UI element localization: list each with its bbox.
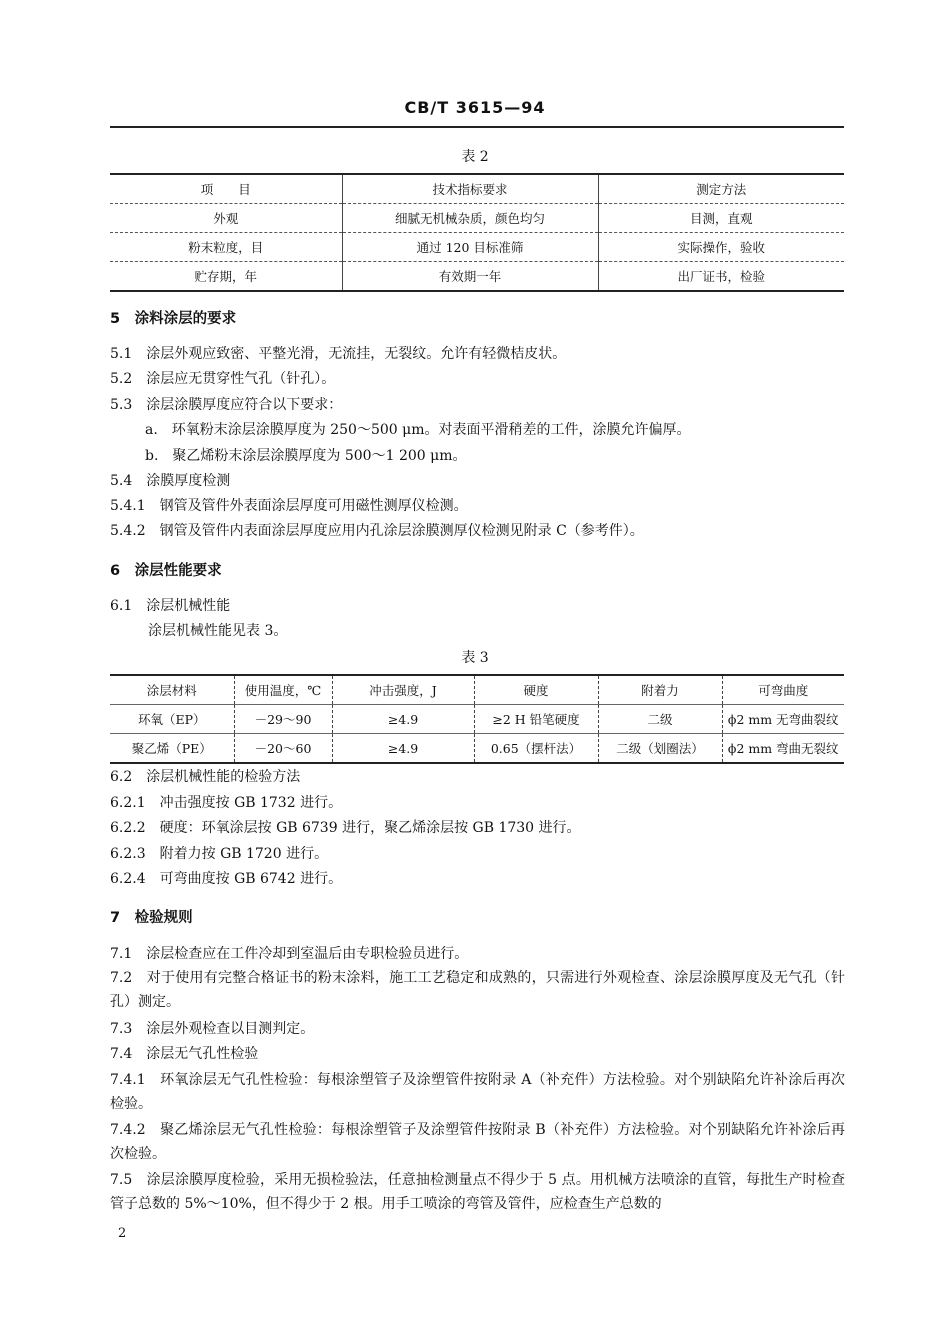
table-cell: ≥4.9 (332, 705, 474, 734)
table-row (110, 262, 844, 292)
table-cell: 聚乙烯（PE） (131, 741, 212, 756)
table-cell: 出厂证书，检验 (598, 262, 844, 292)
clause-7-4-2: 7.4.2 聚乙烯涂层无气孔性检验：每根涂塑管子及涂塑管件按附录 B（补充件）方法检验。对个别缺陷允许补涂后再次检验。 (110, 1122, 845, 1162)
table-header-cell: 测定方法 (598, 174, 844, 204)
clause-6-2: 6.2 涂层机械性能的检验方法 (110, 769, 301, 785)
table-header-cell: 涂层材料 (110, 675, 234, 705)
clause-7-2: 7.2 对于使用有完整合格证书的粉末涂料，施工工艺稳定和成熟的，只需进行外观检查、涂层涂膜厚度及无气孔（针孔）测定。 (110, 970, 845, 1010)
table-header-cell: 项 目 (110, 174, 342, 204)
table-header-cell: 可弯曲度 (722, 675, 844, 705)
table-header-row (110, 174, 844, 204)
table-header-row (110, 675, 844, 705)
table-cell: 外观 (110, 204, 342, 233)
table-cell: －20～60 (234, 734, 332, 764)
section-heading-7: 7 检验规则 (110, 910, 193, 926)
table-cell: ϕ2 mm 弯曲无裂纹 (722, 734, 844, 764)
clause-7-3: 7.3 涂层外观检查以目测判定。 (110, 1021, 315, 1037)
table-cell: 实际操作，验收 (598, 233, 844, 262)
clause-5-3-a: a. 环氧粉末涂层涂膜厚度为 250～500 μm。对表面平滑稍差的工件，涂膜允许偏厚。 (145, 422, 691, 438)
clause-6-2-1: 6.2.1 冲击强度按 GB 1732 进行。 (110, 795, 343, 811)
table-cell: 目测，直观 (598, 204, 844, 233)
table-cell: 二级 (598, 705, 722, 734)
table-cell: 细腻无机械杂质，颜色均匀 (342, 204, 598, 233)
table-header-cell: 冲击强度，J (332, 675, 474, 705)
clause-7-5: 7.5 涂层涂膜厚度检验，采用无损检验法，任意抽检测量点不得少于 5 点。用机械方法喷涂的直管，每批生产时检查管子总数的 5%～10%，但不得少于 2 根。用手工喷涂的弯管及管件，应检查生产总数的 (110, 1172, 845, 1212)
table-cell: 0.65（摆杆法） (474, 734, 598, 764)
clause-5-1: 5.1 涂层外观应致密、平整光滑，无流挂，无裂纹。允许有轻微桔皮状。 (110, 346, 567, 362)
table-3 (110, 674, 844, 764)
table-cell: 粉末粒度，目 (110, 233, 342, 262)
clause-6-2-3: 6.2.3 附着力按 GB 1720 进行。 (110, 846, 329, 862)
clause-7-1: 7.1 涂层检查应在工件冷却到室温后由专职检验员进行。 (110, 946, 469, 962)
table-2 (110, 173, 844, 292)
clause-6-1: 6.1 涂层机械性能 (110, 598, 231, 614)
clause-5-3: 5.3 涂层涂膜厚度应符合以下要求： (110, 397, 343, 413)
standard-header: CB/T 3615—94 (404, 98, 546, 117)
table2-caption: 表 2 (461, 149, 489, 165)
section-heading-6: 6 涂层性能要求 (110, 563, 222, 579)
clause-7-4-1: 7.4.1 环氧涂层无气孔性检验：每根涂塑管子及涂塑管件按附录 A（补充件）方法检验。对个别缺陷允许补涂后再次检验。 (110, 1072, 845, 1112)
table-row (110, 734, 844, 764)
table-row (110, 204, 844, 233)
clause-6-2-4: 6.2.4 可弯曲度按 GB 6742 进行。 (110, 871, 343, 887)
table-header-cell: 使用温度，℃ (234, 675, 332, 705)
table-cell: 环氧（EP） (110, 705, 234, 734)
table-cell: －29～90 (234, 705, 332, 734)
clause-5-4-2: 5.4.2 钢管及管件内表面涂层厚度应用内孔涂层涂膜测厚仪检测见附录 C（参考件）。 (110, 523, 644, 539)
table-cell: ≥4.9 (332, 734, 474, 764)
clause-6-2-2: 6.2.2 硬度：环氧涂层按 GB 6739 进行，聚乙烯涂层按 GB 1730 进行。 (110, 820, 581, 836)
page-number: 2 (118, 1226, 127, 1241)
clause-6-1-text: 涂层机械性能见表 3。 (148, 623, 288, 639)
table-cell: 通过 120 目标准筛 (342, 233, 598, 262)
section-heading-5: 5 涂料涂层的要求 (110, 311, 237, 327)
table-cell: 有效期一年 (342, 262, 598, 292)
header-rule (110, 126, 844, 128)
table-row (110, 705, 844, 734)
clause-7-4: 7.4 涂层无气孔性检验 (110, 1046, 259, 1062)
clause-5-4-1: 5.4.1 钢管及管件外表面涂层厚度可用磁性测厚仪检测。 (110, 498, 468, 514)
table-row (110, 233, 844, 262)
table-header-cell: 硬度 (474, 675, 598, 705)
table-cell: 贮存期，年 (194, 269, 257, 284)
table-cell: ϕ2 mm 无弯曲裂纹 (722, 705, 844, 734)
clause-5-2: 5.2 涂层应无贯穿性气孔（针孔）。 (110, 371, 336, 387)
table-header-cell: 技术指标要求 (342, 174, 598, 204)
clause-5-4: 5.4 涂膜厚度检测 (110, 473, 231, 489)
table-cell: 二级（划圈法） (598, 734, 722, 764)
clause-5-3-b: b. 聚乙烯粉末涂层涂膜厚度为 500～1 200 μm。 (145, 448, 467, 464)
table-header-cell: 附着力 (598, 675, 722, 705)
table3-caption: 表 3 (461, 650, 489, 666)
table-cell: ≥2 H 铅笔硬度 (474, 705, 598, 734)
